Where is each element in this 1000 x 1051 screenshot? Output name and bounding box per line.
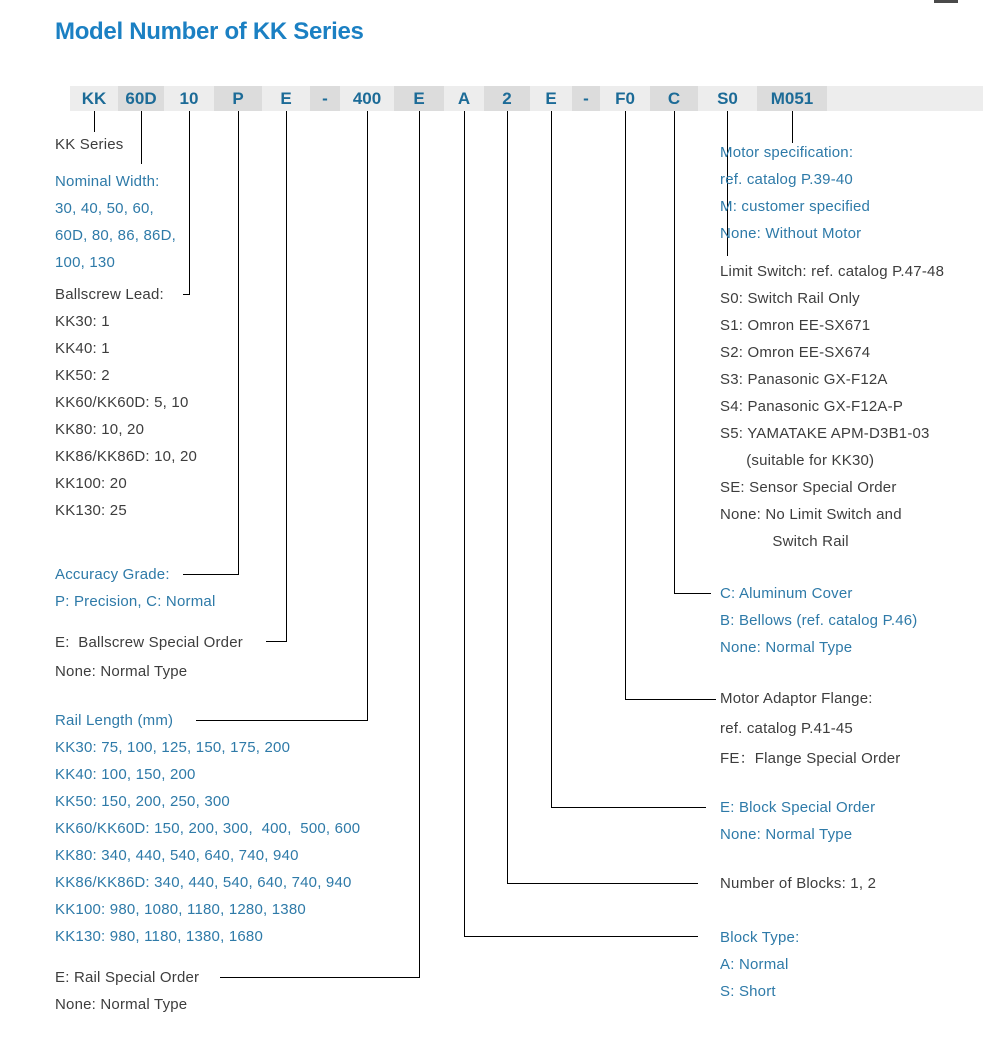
callout-line: (suitable for KK30) [720, 452, 875, 469]
callout-line: KK100: 980, 1080, 1180, 1280, 1380 [55, 901, 306, 918]
callout-line: S3: Panasonic GX-F12A [720, 371, 888, 388]
callout-line: None: No Limit Switch and [720, 506, 902, 523]
callout-line: E: Rail Special Order [55, 969, 200, 986]
model-segment-2: 2 [484, 86, 530, 111]
callout-line: C: Aluminum Cover [720, 585, 853, 602]
model-segment-c: C [650, 86, 698, 111]
callout-line: FE：Flange Special Order [720, 750, 901, 767]
model-segment-10: 10 [164, 86, 214, 111]
callout-line: None: Normal Type [720, 639, 853, 656]
callout-line: KK30: 1 [55, 313, 110, 330]
callout-line: S4: Panasonic GX-F12A-P [720, 398, 904, 415]
callout-line: Block Type: [720, 929, 800, 946]
page-corner-fragment [934, 0, 958, 3]
callout-line: KK86/KK86D: 340, 440, 540, 640, 740, 940 [55, 874, 352, 891]
callout-line: S5: YAMATAKE APM-D3B1-03 [720, 425, 930, 442]
callout-block-special [720, 794, 875, 848]
callout-line: KK60/KK60D: 5, 10 [55, 394, 189, 411]
callout-line: KK86/KK86D: 10, 20 [55, 448, 198, 465]
connector-cover [674, 111, 711, 594]
callout-line: 60D, 80, 86, 86D, [55, 227, 176, 244]
model-segment-m051: M051 [757, 86, 827, 111]
callout-ballscrew-special [55, 628, 243, 686]
callout-line: KK80: 10, 20 [55, 421, 145, 438]
callout-line: KK130: 25 [55, 502, 127, 519]
callout-line: Switch Rail [720, 533, 849, 550]
callout-line: KK100: 20 [55, 475, 127, 492]
connector-kk-series [94, 111, 95, 132]
model-segment-e3: E [530, 86, 572, 111]
callout-kk-series [55, 131, 124, 158]
callout-line: B: Bellows (ref. catalog P.46) [720, 612, 918, 629]
model-segment-dash2: - [572, 86, 600, 111]
callout-line: Rail Length (mm) [55, 712, 174, 729]
callout-nominal-width [55, 168, 176, 276]
callout-line: KK30: 75, 100, 125, 150, 175, 200 [55, 739, 291, 756]
callout-line: ref. catalog P.41-45 [720, 720, 853, 737]
model-segment-400: 400 [340, 86, 394, 111]
callout-motor-spec [720, 139, 870, 247]
callout-line: A: Normal [720, 956, 789, 973]
callout-line: None: Without Motor [720, 225, 862, 242]
callout-line: S: Short [720, 983, 776, 1000]
callout-line: E: Block Special Order [720, 799, 876, 816]
model-segment-f0: F0 [600, 86, 650, 111]
callout-line: M: customer specified [720, 198, 871, 215]
callout-line: KK80: 340, 440, 540, 640, 740, 940 [55, 847, 299, 864]
callout-line: KK40: 1 [55, 340, 110, 357]
callout-line: Nominal Width: [55, 173, 160, 190]
callout-cover [720, 580, 917, 661]
model-segment-p: P [214, 86, 262, 111]
callout-line: ref. catalog P.39-40 [720, 171, 853, 188]
callout-line: Accuracy Grade: [55, 566, 170, 583]
connector-nominal-width [141, 111, 142, 164]
model-segment-dash1: - [310, 86, 340, 111]
model-segment-e2: E [394, 86, 444, 111]
page-title: Model Number of KK Series [55, 18, 364, 45]
callout-block-type [720, 924, 799, 1005]
callout-rail-length [55, 707, 360, 950]
callout-line: None: Normal Type [55, 663, 188, 680]
callout-line: 100, 130 [55, 254, 115, 271]
callout-line: Motor specification: [720, 144, 854, 161]
callout-line: 30, 40, 50, 60, [55, 200, 154, 217]
callout-line: S2: Omron EE-SX674 [720, 344, 871, 361]
callout-line: Number of Blocks: 1, 2 [720, 875, 877, 892]
callout-line: KK Series [55, 136, 124, 153]
callout-num-blocks [720, 870, 876, 897]
callout-line: KK50: 150, 200, 250, 300 [55, 793, 230, 810]
callout-line: None: Normal Type [55, 996, 188, 1013]
callout-line: KK130: 980, 1180, 1380, 1680 [55, 928, 263, 945]
callout-limit-switch [720, 258, 944, 555]
callout-ballscrew-lead [55, 281, 197, 524]
model-strip-filler [827, 86, 983, 111]
callout-line: SE: Sensor Special Order [720, 479, 897, 496]
callout-line: KK60/KK60D: 150, 200, 300, 400, 500, 600 [55, 820, 361, 837]
callout-line: S1: Omron EE-SX671 [720, 317, 871, 334]
callout-line: S0: Switch Rail Only [720, 290, 860, 307]
callout-line: P: Precision, C: Normal [55, 593, 216, 610]
callout-line: None: Normal Type [720, 826, 853, 843]
callout-motor-flange [720, 684, 901, 774]
model-segment-kk: KK [70, 86, 118, 111]
callout-accuracy-grade [55, 561, 215, 615]
callout-line: KK50: 2 [55, 367, 110, 384]
callout-rail-special [55, 964, 199, 1018]
callout-line: Limit Switch: ref. catalog P.47-48 [720, 263, 945, 280]
model-segment-60d: 60D [118, 86, 164, 111]
model-segment-s0: S0 [698, 86, 757, 111]
model-segment-a: A [444, 86, 484, 111]
callout-line: Ballscrew Lead: [55, 286, 164, 303]
model-segment-e1: E [262, 86, 310, 111]
callout-line: Motor Adaptor Flange: [720, 690, 873, 707]
callout-line: E: Ballscrew Special Order [55, 634, 243, 651]
callout-line: KK40: 100, 150, 200 [55, 766, 196, 783]
